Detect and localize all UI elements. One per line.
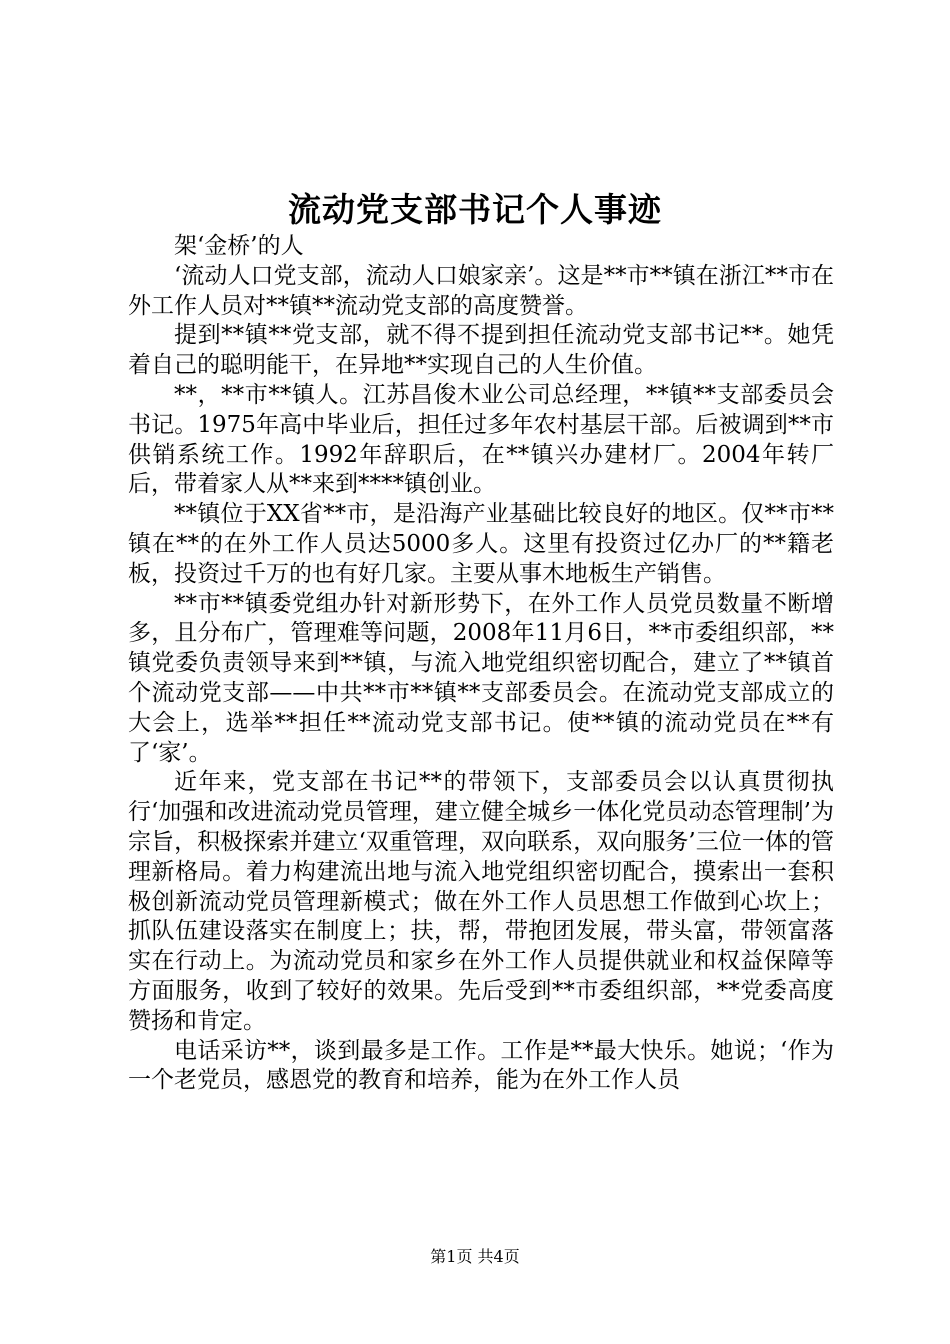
paragraph: 近年来，党支部在书记**的带领下，支部委员会以认真贯彻执行‘加强和改进流动党员管理，建立健全城乡一体化党员动态管理制’为宗旨，积极探索并建立‘双重管理，双向联系，双向服务’三位一体的管理新格局。着力构建流出地与流入地党组织密切配合，摸索出一套积极创新流动党员管理新模式；做在外工作人员思想工作做到心坎上；抓队伍建设落实在制度上；扶，帮，带抱团发展，带头富，带领富落实在行动上。为流动党员和家乡在外工作人员提供就业和权益保障等方面服务，收到了较好的效果。先后受到**市委组织部，**党委高度赞扬和肯定。 [128, 769, 834, 1034]
paragraph: **镇位于XX省**市，是沿海产业基础比较良好的地区。仅**市**镇在**的在外工作人员达5000多人。这里有投资过亿办厂的**籍老板，投资过千万的也有好几家。主要从事木地板生产销售。 [128, 501, 834, 587]
page-footer: 第1页 共4页 [430, 1247, 520, 1266]
document-title: 流动党支部书记个人事迹 [288, 190, 662, 229]
paragraph: 架‘金桥’的人 [174, 233, 304, 259]
paragraph: ‘流动人口党支部，流动人口娘家亲’。这是**市**镇在浙江**市在外工作人员对**镇**流动党支部的高度赞誉。 [128, 262, 834, 319]
paragraph: **市**镇委党组办针对新形势下，在外工作人员党员数量不断增多，且分布广，管理难等问题，2008年11月6日，**市委组织部，**镇党委负责领导来到**镇，与流入地党组织密切配合，建立了**镇首个流动党支部——中共**市**镇**支部委员会。在流动党支部成立的大会上，选举**担任**流动党支部书记。使**镇的流动党员在**有了‘家’。 [128, 590, 834, 766]
paragraph: 电话采访**，谈到最多是工作。工作是**最大快乐。她说；‘作为一个老党员，感恩党的教育和培养，能为在外工作人员 [128, 1037, 834, 1094]
paragraph: 提到**镇**党支部，就不得不提到担任流动党支部书记**。她凭着自己的聪明能干，在异地**实现自己的人生价值。 [128, 322, 834, 379]
paragraph: **，**市**镇人。江苏昌俊木业公司总经理，**镇**支部委员会书记。1975年高中毕业后，担任过多年农村基层干部。后被调到**市供销系统工作。1992年辞职后，在**镇兴办建材厂。2004年转厂后，带着家人从**来到****镇创业。 [128, 381, 834, 498]
document-body [128, 232, 834, 1096]
